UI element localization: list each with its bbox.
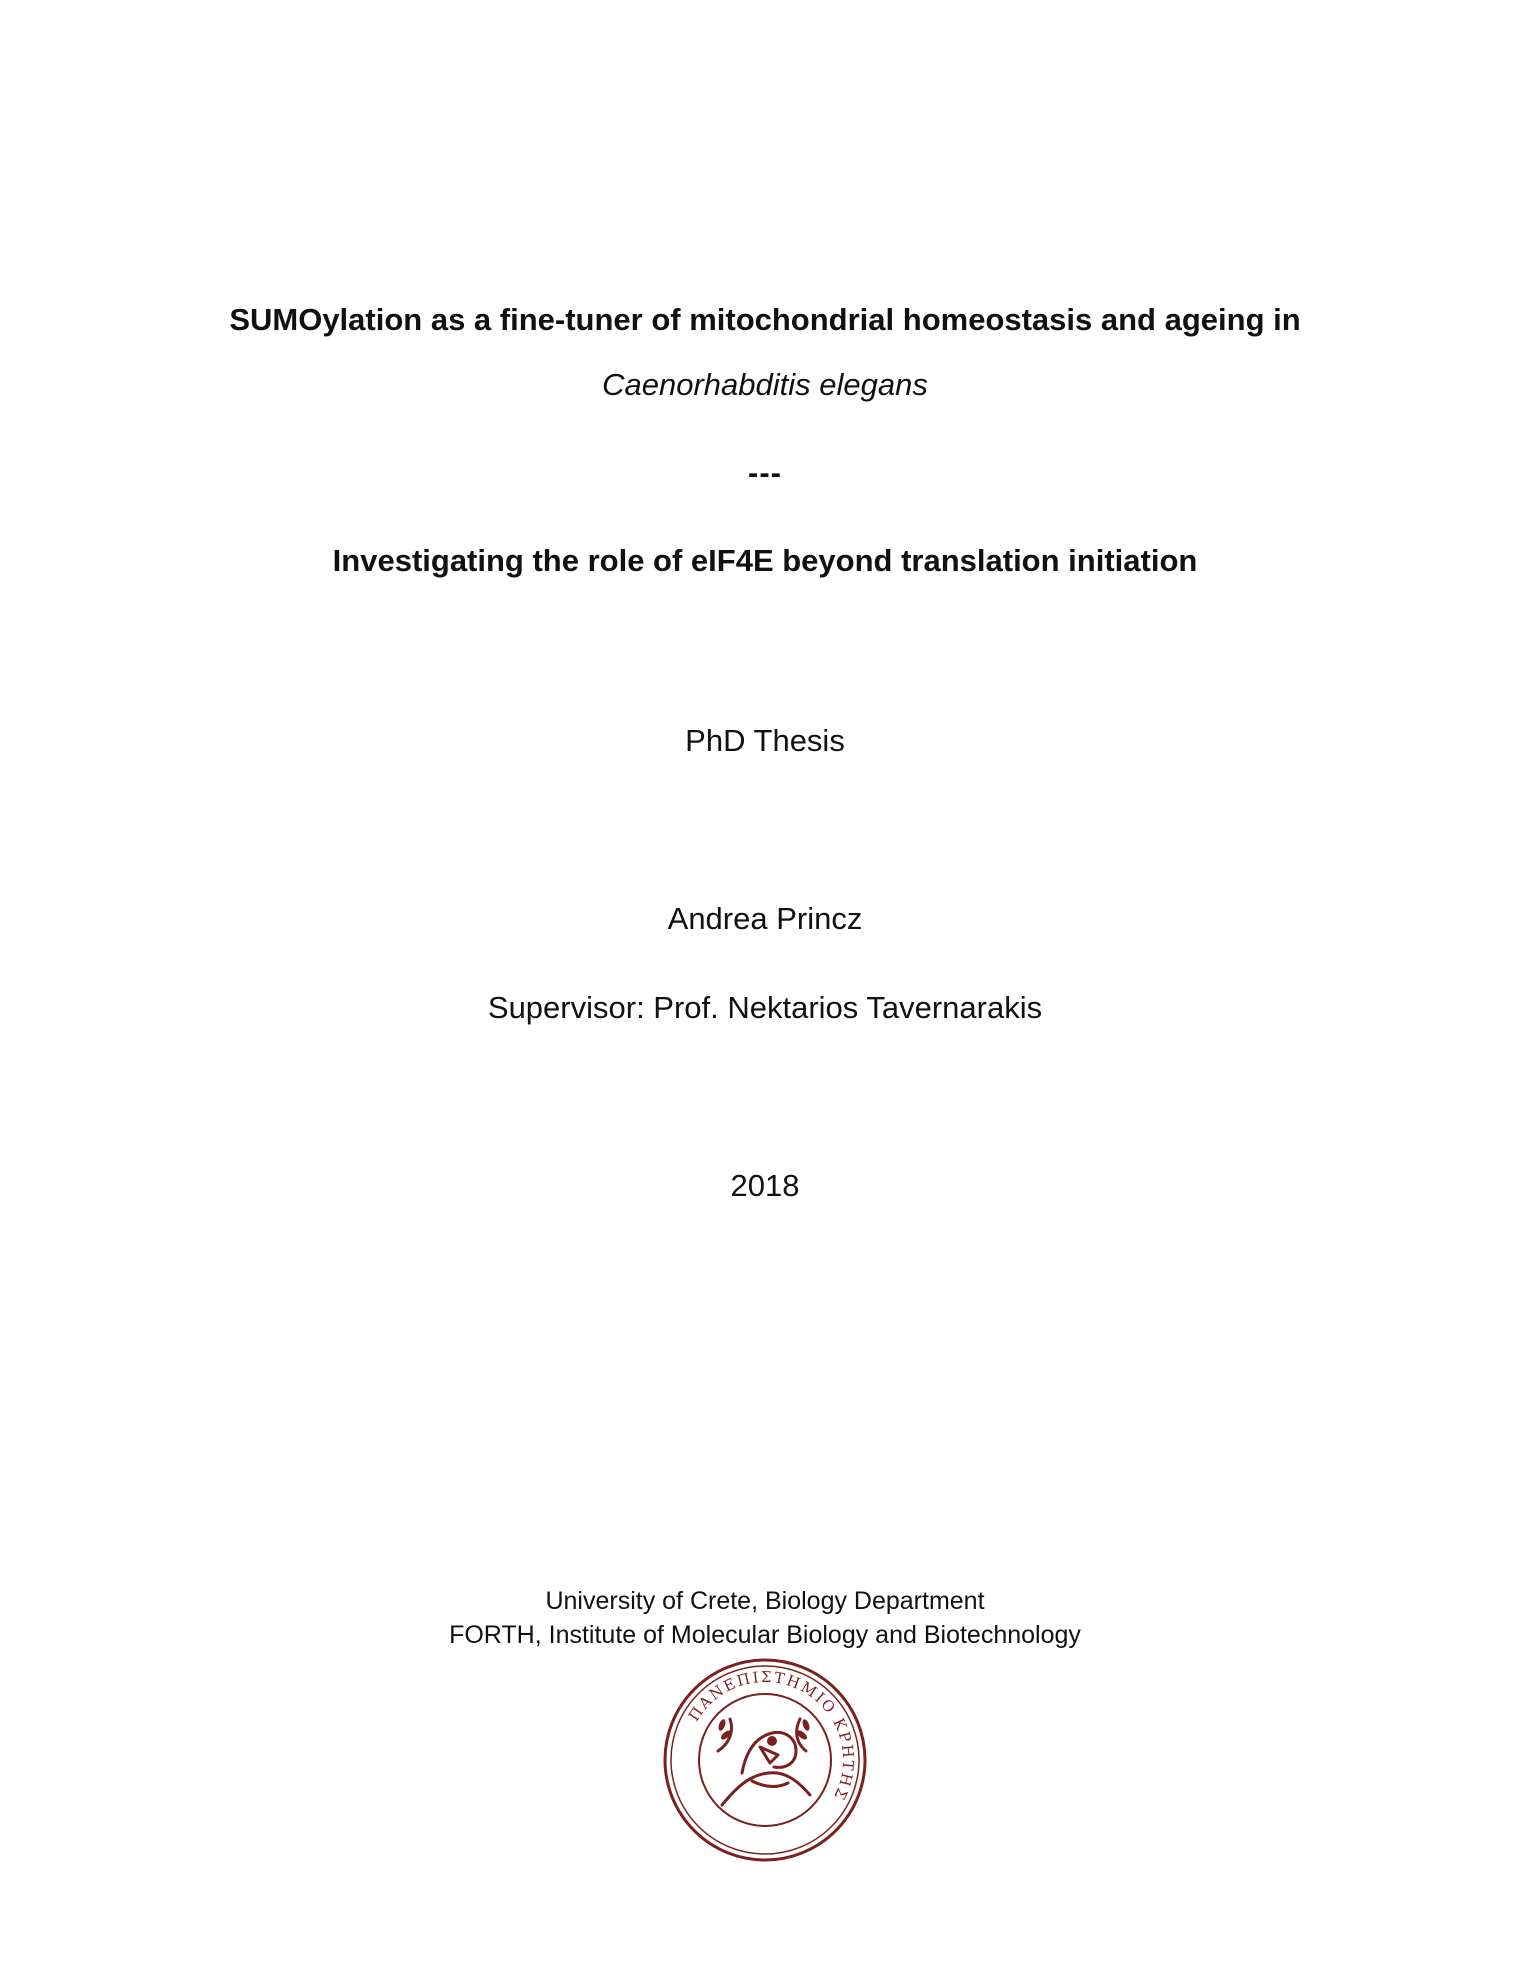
university-seal-icon — [660, 1655, 870, 1865]
thesis-title-line-1: SUMOylation as a fine-tuner of mitochondrial homeostasis and ageing in — [229, 302, 1301, 337]
supervisor: Supervisor: Prof. Nektarios Tavernarakis — [487, 990, 1043, 1025]
thesis-title-line-2: Investigating the role of eIF4E beyond translation initiation — [332, 543, 1198, 578]
affiliation-university: University of Crete, Biology Department — [545, 1587, 985, 1615]
thesis-type: PhD Thesis — [685, 723, 845, 758]
thesis-title-species: Caenorhabditis elegans — [602, 367, 928, 402]
title-separator: --- — [748, 455, 782, 490]
author-name: Andrea Princz — [667, 901, 863, 936]
affiliation-institute: FORTH, Institute of Molecular Biology and Biotechnology — [449, 1621, 1081, 1649]
seal-inscription: ΠΑΝΕΠΙΣΤΗΜΙΟ ΚΡΗΤΗΣ — [684, 1667, 858, 1805]
svg-text:ΠΑΝΕΠΙΣΤΗΜΙΟ ΚΡΗΤΗΣ — [685, 1668, 858, 1804]
year: 2018 — [730, 1168, 800, 1203]
